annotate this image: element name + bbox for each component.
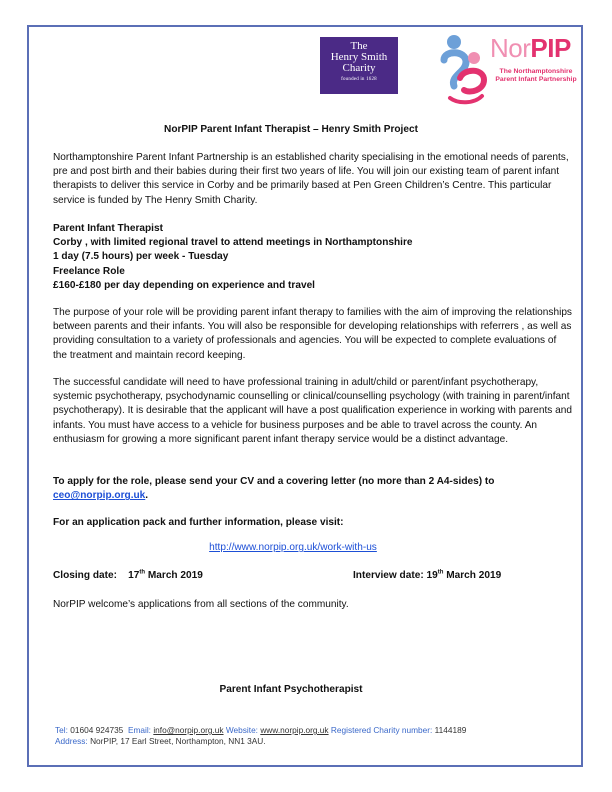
- logo-text: The: [350, 40, 368, 52]
- footer-address-line: Address: NorPIP, 17 Earl Street, Northampton, NN1 3AU.: [55, 736, 266, 746]
- footer: [55, 725, 466, 747]
- logo-text: Henry Smith: [330, 51, 388, 63]
- role-title: Parent Infant Therapist: [53, 223, 163, 234]
- footer-website-link[interactable]: www.norpip.org.uk: [260, 725, 329, 735]
- role-hours: 1 day (7.5 hours) per week - Tuesday: [53, 251, 229, 263]
- role-pay: £160-£180 per day depending on experience and travel: [53, 279, 315, 291]
- candidate-paragraph: The successful candidate will need to have professional training in adult/child or parent/infant psychotherapy, systemic psychotherapy, psychodynamic counselling or clinical/counselling psychology (with training in parent/infant psychotherapy). It is desirable that the applicant will have a post qualification experience in working with parents and infants. You must have access to a vehicle for business purposes and be able to travel across the county. An enthusiasm for growing a more significant parent infant therapy service would be a distinct advantage.: [53, 377, 573, 445]
- apply-paragraph: To apply for the role, please send your CV and a covering letter (no more than 2 A4-sides) to ceo@norpip.org.uk.: [53, 476, 495, 502]
- page-title: NorPIP Parent Infant Therapist – Henry Smith Project: [164, 124, 418, 135]
- henry-smith-charity-logo: [320, 37, 398, 94]
- interview-date: Interview date: 19th March 2019: [353, 569, 502, 581]
- norpip-wordmark: NorPIP: [490, 33, 571, 63]
- application-pack-text: For an application pack and further information, please visit:: [53, 517, 344, 528]
- logo-text: Charity: [342, 62, 376, 74]
- signature: Parent Infant Psychotherapist: [219, 684, 363, 695]
- footer-contact-line: Tel: 01604 924735 Email: info@norpip.org.uk Website: www.norpip.org.uk Registered Charity number: 1144189: [55, 725, 467, 735]
- norpip-figures-icon: [440, 28, 490, 108]
- norpip-logo: [440, 28, 590, 108]
- role-location: Corby , with limited regional travel to attend meetings in Northamptonshire: [53, 237, 413, 249]
- application-pack-url-row: [53, 541, 533, 555]
- closing-date: Closing date: 17th March 2019: [53, 569, 203, 581]
- intro-paragraph: Northamptonshire Parent Infant Partnership is an established charity specialising in the emotional needs of parents, pre and post birth and their babies during their first two years of life. You will join our existing team of parent infant therapists to deliver this service in Corby and be primarily based at Pen Green Children’s Centre. This particular service is funded by The Henry Smith Charity.: [53, 152, 569, 206]
- application-pack-link[interactable]: http://www.norpip.org.uk/work-with-us: [209, 542, 377, 553]
- role-type: Freelance Role: [53, 265, 125, 277]
- purpose-paragraph: The purpose of your role will be providing parent infant therapy to families with the aim of improving the relationships between parents and their infants. You will also be responsible for developing relationships with referrers , as well as providing consultation to a variety of professionals and agencies. You will be expected to complete evaluations of the treatment and maintain record keeping.: [53, 307, 572, 361]
- apply-email-link[interactable]: ceo@norpip.org.uk: [53, 490, 146, 502]
- welcome-text: NorPIP welcome’s applications from all sections of the community.: [53, 599, 349, 610]
- logo-founded-text: founded in 1628: [341, 77, 377, 82]
- role-summary: [53, 222, 573, 293]
- norpip-subtitle: The Northamptonshire Parent Infant Partnership: [495, 68, 577, 83]
- footer-email-link[interactable]: info@norpip.org.uk: [153, 725, 224, 735]
